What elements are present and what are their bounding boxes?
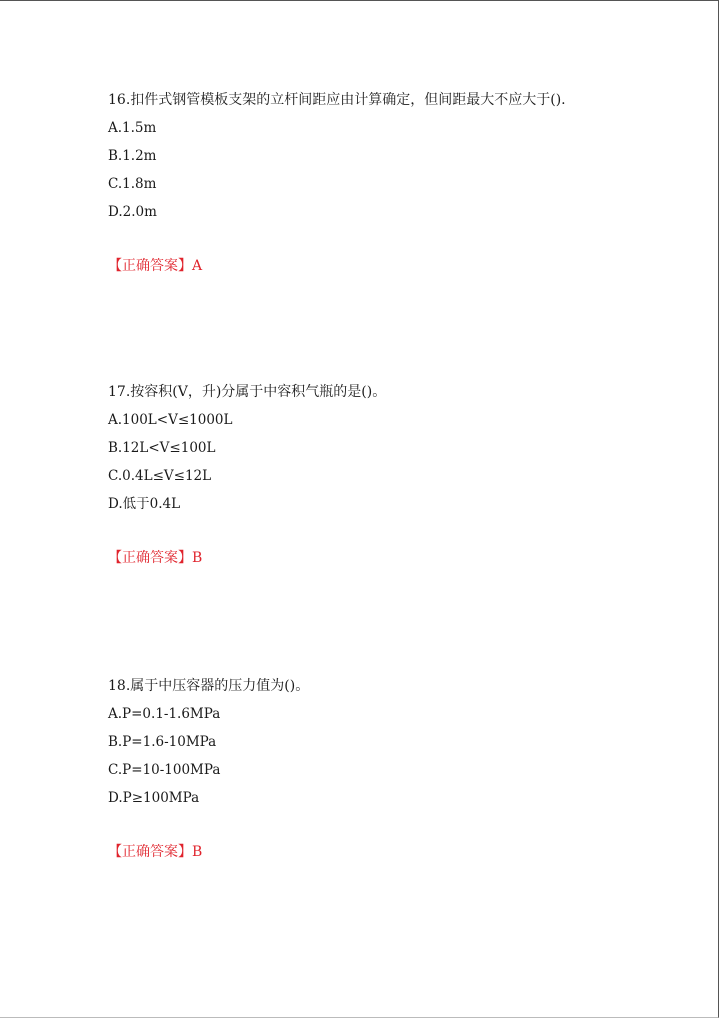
option-b: B.1.2m <box>108 148 157 164</box>
question-stem: 18.属于中压容器的压力值为()。 <box>108 678 310 694</box>
question-stem: 17.按容积(V，升)分属于中容积气瓶的是()。 <box>108 384 387 400</box>
option-list <box>108 118 688 222</box>
option-d: D.低于0.4L <box>108 496 181 512</box>
answer-label: 【正确答案】 <box>108 844 192 860</box>
question-17 <box>108 382 688 568</box>
option-a: A.100L<V≤1000L <box>108 412 233 428</box>
answer-value: B <box>192 550 203 566</box>
answer-value: B <box>192 844 203 860</box>
option-d: D.P≥100MPa <box>108 790 200 806</box>
option-c: C.P=10-100MPa <box>108 762 221 778</box>
option-c: C.0.4L≤V≤12L <box>108 468 212 484</box>
answer-label: 【正确答案】 <box>108 550 192 566</box>
answer-value: A <box>192 258 203 274</box>
correct-answer <box>108 256 688 276</box>
question-stem: 16.扣件式钢管模板支架的立杆间距应由计算确定，但间距最大不应大于(). <box>108 92 566 108</box>
option-b: B.P=1.6-10MPa <box>108 734 217 750</box>
option-b: B.12L<V≤100L <box>108 440 216 456</box>
option-c: C.1.8m <box>108 176 157 192</box>
correct-answer <box>108 548 688 568</box>
correct-answer <box>108 842 688 862</box>
option-a: A.1.5m <box>108 120 157 136</box>
option-list <box>108 410 688 514</box>
answer-label: 【正确答案】 <box>108 258 192 274</box>
option-a: A.P=0.1-1.6MPa <box>108 706 221 722</box>
option-d: D.2.0m <box>108 204 157 220</box>
question-18 <box>108 676 688 862</box>
option-list <box>108 704 688 808</box>
question-16 <box>108 90 688 276</box>
